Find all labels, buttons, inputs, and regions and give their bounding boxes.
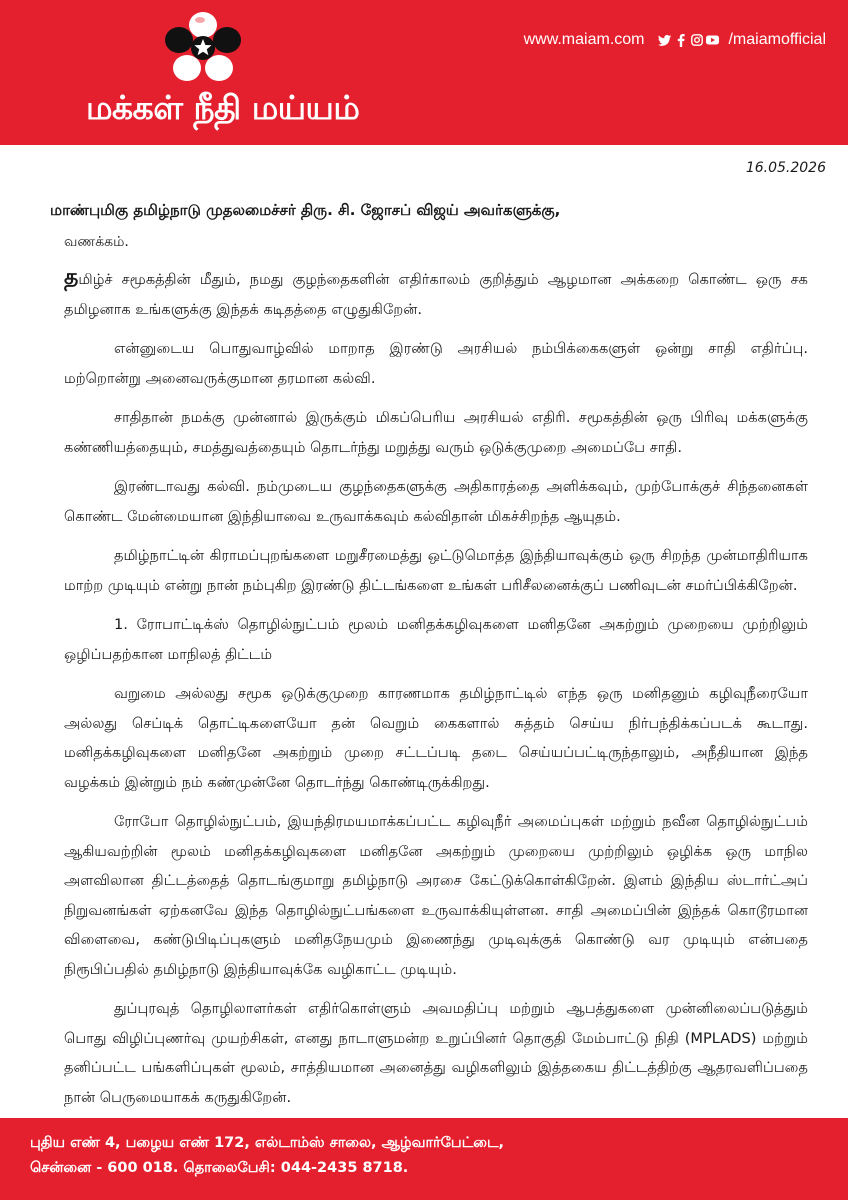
- contact-bar: [524, 31, 826, 49]
- section-heading: 1. ரோபாட்டிக்ஸ் தொழில்நுட்பம் மூலம் மனிதக்கழிவுகளை மனிதனே அகற்றும் முறையை முற்றிலும் ஒழிப்பதற்கான மாநிலத் திட்டம்: [64, 616, 808, 663]
- paragraph-intro-text: மிழ்ச் சமூகத்தின் மீதும், நமது குழந்தைகளின் எதிர்காலம் குறித்தும் ஆழமான அக்கறை கொண்ட ஒரு சக தமிழனாக உங்களுக்கு இந்தக் கடிதத்தை எழுதுகிறேன்.: [64, 271, 808, 318]
- paragraph: என்னுடைய பொதுவாழ்வில் மாறாத இரண்டு அரசியல் நம்பிக்கைகளுள் ஒன்று சாதி எதிர்ப்பு. மற்றொன்று அனைவருக்குமான தரமான கல்வி.: [64, 340, 808, 387]
- paragraph-intro: [64, 263, 808, 324]
- social-icons: [658, 34, 722, 47]
- drop-cap: த: [64, 265, 79, 290]
- party-logo: [158, 10, 248, 86]
- address-line-2: சென்னை - 600 018. தொலைபேசி: 044-2435 8718.: [30, 1160, 409, 1176]
- paragraph: தமிழ்நாட்டின் கிராமப்புறங்களை மறுசீரமைத்து ஒட்டுமொத்த இந்தியாவுக்கும் ஒரு சிறந்த முன்மாதிரியாக மாற்ற முடியும் என்று நான் நம்புகிற இரண்டு திட்டங்களை உங்கள் பரிசீலனைக்குப் பணிவுடன் சமர்ப்பிக்கிறேன்.: [64, 547, 808, 594]
- website-link[interactable]: www.maiam.com: [523, 31, 645, 48]
- party-name: மக்கள் நீதி மய்யம்: [86, 88, 360, 127]
- paragraph: சாதிதான் நமக்கு முன்னால் இருக்கும் மிகப்பெரிய அரசியல் எதிரி. சமூகத்தின் ஒரு பிரிவு மக்களுக்கு கண்ணியத்தையும், சமத்துவத்தையும் தொடர்ந்து மறுத்து வரும் ஒடுக்குமுறை அமைப்பே சாதி.: [64, 409, 808, 456]
- paragraph: ரோபோ தொழில்நுட்பம், இயந்திரமயமாக்கப்பட்ட கழிவுநீர் அமைப்புகள் மற்றும் நவீன தொழில்நுட்பம் ஆகியவற்றின் மூலம் மனிதக்கழிவுகளை மனிதனே அகற்றும் முறையை முற்றிலும் ஒழிக்க ஒரு மாநில அளவிலான திட்டத்தைத் தொடங்குமாறு தமிழ்நாடு அரசை கேட்டுக்கொள்கிறேன். இளம் இந்திய ஸ்டார்ட்அப் நிறுவனங்கள் ஏற்கனவே இந்த தொழில்நுட்பங்களை உருவாக்கியுள்ளன. சாதி அமைப்பின் இந்தக் கொடூரமான விளைவை, கண்டுபிடிப்புகளும் மனிதநேயமும் இணைந்து முடிவுக்குக் கொண்டு வர முடியும் என்பதை நிரூபிப்பதில் தமிழ்நாடு இந்தியாவுக்கே வழிகாட்ட முடியும்.: [64, 813, 808, 978]
- youtube-icon[interactable]: [706, 34, 719, 47]
- greeting: வணக்கம்.: [64, 234, 129, 250]
- paragraph: இரண்டாவது கல்வி. நம்முடைய குழந்தைகளுக்கு அதிகாரத்தை அளிக்கவும், முற்போக்குச் சிந்தனைகள் கொண்ட மேன்மையான இந்தியாவை உருவாக்கவும் கல்விதான் மிகச்சிறந்த ஆயுதம்.: [64, 478, 808, 525]
- letterhead-footer: [0, 1118, 848, 1200]
- paragraph: வறுமை அல்லது சமூக ஒடுக்குமுறை காரணமாக தமிழ்நாட்டில் எந்த ஒரு மனிதனும் கழிவுநீரையோ அல்லது செப்டிக் தொட்டிகளையோ தன் வெறும் கைகளால் சுத்தம் செய்ய நிர்பந்திக்கப்படக் கூடாது. மனிதக்கழிவுகளை மனிதனே அகற்றும் முறை சட்டப்படி தடை செய்யப்பட்டிருந்தாலும், அநீதியான இந்த வழக்கம் இன்றும் நம் கண்முன்னே தொடர்ந்து கொண்டிருக்கிறது.: [64, 685, 808, 791]
- letter-date: 16.05.2026: [745, 160, 826, 176]
- address-line-1: புதிய எண் 4, பழைய எண் 172, எல்டாம்ஸ் சாலை, ஆழ்வார்பேட்டை,: [30, 1135, 505, 1151]
- salutation: மாண்புமிகு தமிழ்நாடு முதலமைச்சர் திரு. சி. ஜோசப் விஜய் அவர்களுக்கு,: [50, 201, 561, 219]
- social-handle[interactable]: /maiamofficial: [728, 31, 826, 48]
- letterhead-header: [0, 0, 848, 145]
- facebook-icon[interactable]: [674, 34, 687, 47]
- twitter-icon[interactable]: [658, 34, 671, 47]
- instagram-icon[interactable]: [690, 34, 703, 47]
- paragraph: துப்புரவுத் தொழிலாளர்கள் எதிர்கொள்ளும் அவமதிப்பு மற்றும் ஆபத்துகளை முன்னிலைப்படுத்தும் பொது விழிப்புணர்வு முயற்சிகள், எனது நாடாளுமன்ற உறுப்பினர் தொகுதி மேம்பாட்டு நிதி (MPLADS) மற்றும் தனிப்பட்ட பங்களிப்புகள் மூலம், சாத்தியமான அனைத்து வழிகளிலும் இத்தகைய திட்டத்திற்கு ஆதரவளிப்பதை நான் பெருமையாகக் கருதுகிறேன்.: [64, 1000, 808, 1106]
- letter-body: [50, 199, 808, 1112]
